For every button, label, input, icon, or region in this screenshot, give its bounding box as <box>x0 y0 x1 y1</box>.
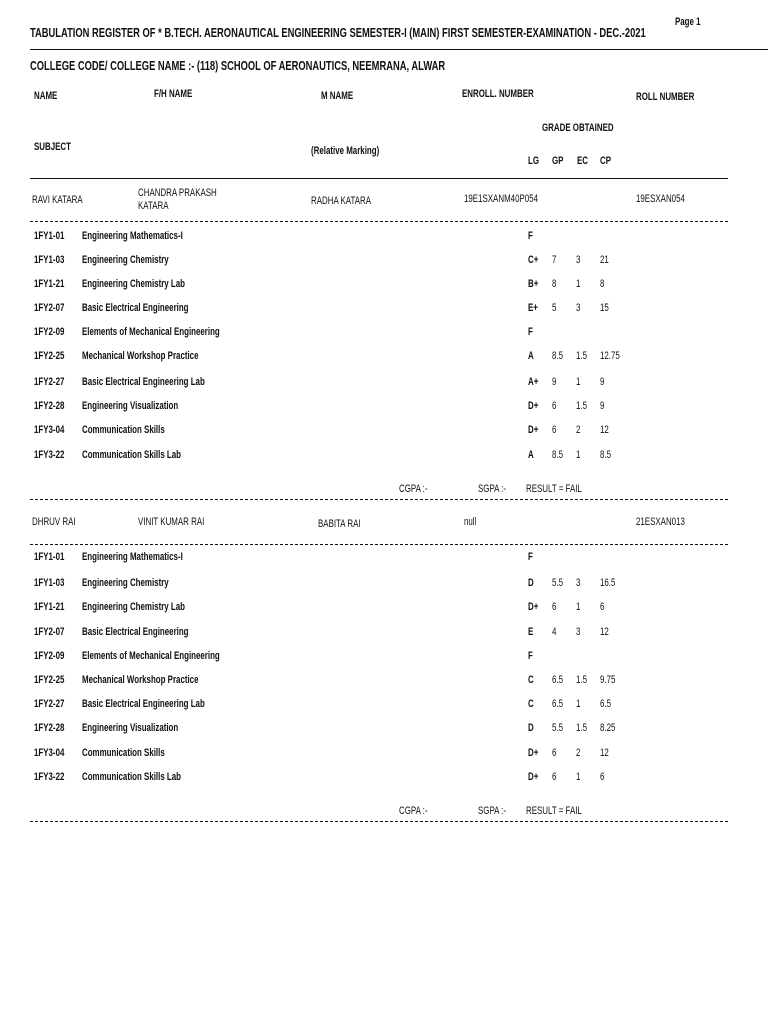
student-divider <box>30 221 728 222</box>
college-line: COLLEGE CODE/ COLLEGE NAME :- (118) SCHOOL OF AERONAUTICS, NEEMRANA, ALWAR <box>30 58 446 73</box>
letter-grade: C <box>528 698 534 710</box>
subject-name: Basic Electrical Engineering Lab <box>82 376 205 388</box>
letter-grade: D+ <box>528 771 539 783</box>
letter-grade: F <box>528 326 533 338</box>
credit-point: 21 <box>600 254 609 266</box>
grade-point: 6 <box>552 771 557 783</box>
subject-code: 1FY3-04 <box>34 747 65 759</box>
earned-credit: 1 <box>576 601 581 613</box>
letter-grade: C+ <box>528 254 539 266</box>
subject-name: Mechanical Workshop Practice <box>82 674 199 686</box>
header-ec: EC <box>577 155 589 167</box>
grade-point: 8 <box>552 278 557 290</box>
letter-grade: B+ <box>528 278 539 290</box>
cgpa-label: CGPA :- <box>399 483 428 495</box>
subject-code: 1FY2-07 <box>34 626 65 638</box>
header-fh-name: F/H NAME <box>154 88 193 100</box>
subject-code: 1FY3-22 <box>34 771 65 783</box>
grade-point: 8.5 <box>552 350 564 362</box>
header-enroll: ENROLL. NUMBER <box>462 88 534 100</box>
grade-point: 5.5 <box>552 722 564 734</box>
header-cp: CP <box>600 155 612 167</box>
credit-point: 9.75 <box>600 674 616 686</box>
grade-point: 7 <box>552 254 557 266</box>
grade-point: 6 <box>552 400 557 412</box>
subject-code: 1FY1-01 <box>34 551 65 563</box>
subject-name: Engineering Mathematics-I <box>82 230 183 242</box>
header-relative-marking: (Relative Marking) <box>311 145 380 157</box>
sgpa-label: SGPA :- <box>478 483 507 495</box>
letter-grade: A <box>528 449 534 461</box>
subject-row <box>0 601 768 617</box>
header-subject: SUBJECT <box>34 141 71 153</box>
subject-code: 1FY3-04 <box>34 424 65 436</box>
student-divider <box>30 544 728 545</box>
grade-point: 6 <box>552 747 557 759</box>
credit-point: 16.5 <box>600 577 616 589</box>
subject-name: Communication Skills <box>82 747 165 759</box>
earned-credit: 3 <box>576 626 581 638</box>
subject-code: 1FY2-28 <box>34 722 65 734</box>
letter-grade: F <box>528 230 533 242</box>
credit-point: 15 <box>600 302 609 314</box>
header-gp: GP <box>552 155 564 167</box>
subject-row <box>0 674 768 690</box>
header-name: NAME <box>34 90 58 102</box>
credit-point: 8.25 <box>600 722 616 734</box>
earned-credit: 3 <box>576 254 581 266</box>
credit-point: 9 <box>600 376 605 388</box>
earned-credit: 1.5 <box>576 722 588 734</box>
subject-row <box>0 698 768 714</box>
letter-grade: D+ <box>528 400 539 412</box>
earned-credit: 1 <box>576 376 581 388</box>
letter-grade: E <box>528 626 534 638</box>
student-m-name: RADHA KATARA <box>311 195 372 207</box>
grade-point: 4 <box>552 626 557 638</box>
credit-point: 9 <box>600 400 605 412</box>
page-number: Page 1 <box>675 16 701 28</box>
earned-credit: 3 <box>576 302 581 314</box>
credit-point: 6 <box>600 601 605 613</box>
subject-row <box>0 326 768 342</box>
earned-credit: 1.5 <box>576 400 588 412</box>
letter-grade: D+ <box>528 601 539 613</box>
letter-grade: D <box>528 722 534 734</box>
subject-name: Engineering Visualization <box>82 722 179 734</box>
header-grade-obtained: GRADE OBTAINED <box>542 122 614 134</box>
letter-grade: F <box>528 650 533 662</box>
grade-point: 9 <box>552 376 557 388</box>
header-m-name: M NAME <box>321 90 354 102</box>
subject-row <box>0 771 768 787</box>
student-name: DHRUV RAI <box>32 516 76 528</box>
earned-credit: 1 <box>576 771 581 783</box>
credit-point: 12 <box>600 747 609 759</box>
subject-row <box>0 400 768 416</box>
subject-code: 1FY2-25 <box>34 350 65 362</box>
subject-row <box>0 449 768 465</box>
subject-code: 1FY2-09 <box>34 326 65 338</box>
grade-point: 5 <box>552 302 557 314</box>
subject-name: Engineering Mathematics-I <box>82 551 183 563</box>
subject-row <box>0 722 768 738</box>
header-rule <box>30 178 728 179</box>
subject-name: Engineering Chemistry Lab <box>82 278 185 290</box>
subject-row <box>0 278 768 294</box>
credit-point: 12 <box>600 626 609 638</box>
credit-point: 12.75 <box>600 350 620 362</box>
earned-credit: 1.5 <box>576 350 588 362</box>
subject-row <box>0 350 768 366</box>
subject-code: 1FY1-21 <box>34 278 65 290</box>
subject-row <box>0 302 768 318</box>
sgpa-label: SGPA :- <box>478 805 507 817</box>
credit-point: 8.5 <box>600 449 612 461</box>
subject-row <box>0 424 768 440</box>
earned-credit: 1 <box>576 449 581 461</box>
grade-point: 6 <box>552 424 557 436</box>
letter-grade: D <box>528 577 534 589</box>
letter-grade: E+ <box>528 302 538 314</box>
subject-name: Communication Skills Lab <box>82 771 182 783</box>
student-fh-name-cont: KATARA <box>138 200 169 212</box>
subject-row <box>0 747 768 763</box>
subject-code: 1FY1-21 <box>34 601 65 613</box>
subject-name: Communication Skills Lab <box>82 449 182 461</box>
grade-point: 6 <box>552 601 557 613</box>
earned-credit: 2 <box>576 747 581 759</box>
subject-name: Basic Electrical Engineering <box>82 626 189 638</box>
subject-code: 1FY1-03 <box>34 254 65 266</box>
subject-row <box>0 254 768 270</box>
student-fh-name: CHANDRA PRAKASH <box>138 187 217 199</box>
earned-credit: 1.5 <box>576 674 588 686</box>
result-label: RESULT = FAIL <box>526 805 582 817</box>
student-end-divider <box>30 499 728 500</box>
subject-row <box>0 551 768 567</box>
subject-name: Engineering Visualization <box>82 400 179 412</box>
letter-grade: F <box>528 551 533 563</box>
letter-grade: D+ <box>528 747 539 759</box>
subject-row <box>0 376 768 392</box>
grade-point: 6.5 <box>552 674 564 686</box>
credit-point: 6 <box>600 771 605 783</box>
subject-name: Basic Electrical Engineering <box>82 302 189 314</box>
letter-grade: A+ <box>528 376 539 388</box>
earned-credit: 2 <box>576 424 581 436</box>
grade-point: 6.5 <box>552 698 564 710</box>
header-roll: ROLL NUMBER <box>636 91 695 103</box>
student-enroll: null <box>464 516 477 528</box>
subject-name: Communication Skills <box>82 424 165 436</box>
subject-name: Engineering Chemistry <box>82 577 169 589</box>
subject-code: 1FY2-27 <box>34 698 65 710</box>
subject-code: 1FY1-03 <box>34 577 65 589</box>
cgpa-label: CGPA :- <box>399 805 428 817</box>
letter-grade: A <box>528 350 534 362</box>
subject-code: 1FY2-27 <box>34 376 65 388</box>
subject-code: 1FY2-09 <box>34 650 65 662</box>
student-end-divider <box>30 821 728 822</box>
letter-grade: D+ <box>528 424 539 436</box>
subject-row <box>0 230 768 246</box>
earned-credit: 3 <box>576 577 581 589</box>
title-rule <box>30 49 768 50</box>
subject-row <box>0 577 768 593</box>
subject-name: Engineering Chemistry Lab <box>82 601 185 613</box>
subject-code: 1FY2-25 <box>34 674 65 686</box>
earned-credit: 1 <box>576 698 581 710</box>
subject-name: Elements of Mechanical Engineering <box>82 326 220 338</box>
subject-code: 1FY2-28 <box>34 400 65 412</box>
credit-point: 8 <box>600 278 605 290</box>
earned-credit: 1 <box>576 278 581 290</box>
subject-row <box>0 626 768 642</box>
subject-name: Engineering Chemistry <box>82 254 169 266</box>
student-name: RAVI KATARA <box>32 194 83 206</box>
subject-code: 1FY2-07 <box>34 302 65 314</box>
letter-grade: C <box>528 674 534 686</box>
student-fh-name: VINIT KUMAR RAI <box>138 516 205 528</box>
register-title: TABULATION REGISTER OF * B.TECH. AERONAUTICAL ENGINEERING SEMESTER-I (MAIN) FIRST SEMESTER-EXAMINATION - DEC.-2021 <box>30 25 646 40</box>
subject-name: Basic Electrical Engineering Lab <box>82 698 205 710</box>
subject-code: 1FY1-01 <box>34 230 65 242</box>
subject-row <box>0 650 768 666</box>
subject-code: 1FY3-22 <box>34 449 65 461</box>
grade-point: 5.5 <box>552 577 564 589</box>
header-lg: LG <box>528 155 540 167</box>
credit-point: 12 <box>600 424 609 436</box>
grade-point: 8.5 <box>552 449 564 461</box>
student-roll: 21ESXAN013 <box>636 516 685 528</box>
student-m-name: BABITA RAI <box>318 518 361 530</box>
subject-name: Mechanical Workshop Practice <box>82 350 199 362</box>
result-label: RESULT = FAIL <box>526 483 582 495</box>
student-enroll: 19E1SXANM40P054 <box>464 193 538 205</box>
subject-name: Elements of Mechanical Engineering <box>82 650 220 662</box>
credit-point: 6.5 <box>600 698 612 710</box>
student-roll: 19ESXAN054 <box>636 193 685 205</box>
